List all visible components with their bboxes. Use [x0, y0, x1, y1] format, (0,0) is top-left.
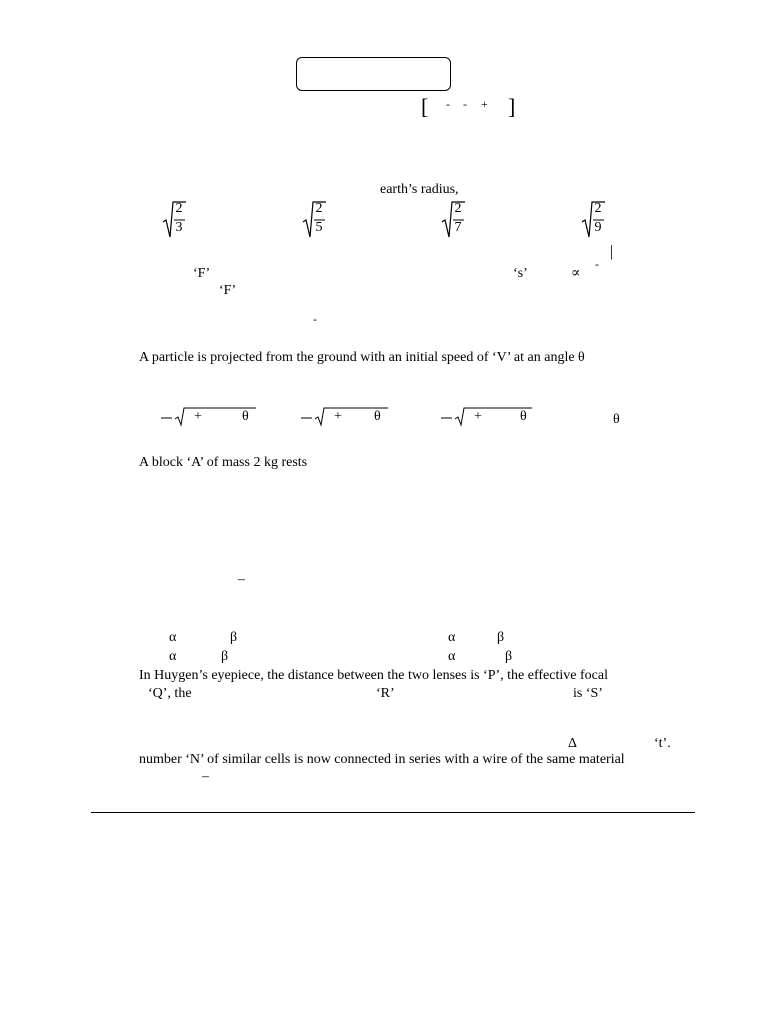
q3-text: A particle is projected from the ground with an initial speed of ‘V’ at an angle θ: [139, 350, 585, 365]
theta-symbol: θ: [613, 412, 620, 427]
open-bracket: [: [421, 94, 429, 119]
fraction-sqrt-icon: [300, 407, 400, 427]
plus-sign: +: [474, 409, 482, 424]
q7-line: number ‘N’ of similar cells is now connected in series with a wire of the same material: [139, 752, 625, 767]
theta-symbol: θ: [520, 409, 527, 424]
s-label: ‘s’: [513, 266, 528, 281]
delta-symbol: Δ: [568, 736, 578, 751]
q6-line-1: In Huygen’s eyepiece, the distance between the two lenses is ‘P’, the effective focal: [139, 668, 608, 683]
f-label: ‘F’: [193, 266, 211, 281]
q3-option-c: [440, 407, 540, 427]
q3-option-b: [300, 407, 400, 427]
minus-superscript: -: [595, 257, 599, 271]
theta-symbol: θ: [242, 409, 249, 424]
beta-symbol: β: [497, 630, 505, 645]
page-rule: [91, 812, 695, 813]
title-box: [296, 57, 451, 91]
theta-symbol: θ: [374, 409, 381, 424]
f-label: ‘F’: [219, 283, 237, 298]
q-label: ‘Q’, the: [148, 686, 192, 701]
q1-option-c: [441, 200, 465, 240]
q1-option-d: [581, 200, 605, 240]
q1-option-a: [162, 200, 186, 240]
numerator: 2: [594, 201, 602, 216]
alpha-symbol: α: [169, 630, 177, 645]
alpha-symbol: α: [448, 630, 456, 645]
numerator: 2: [175, 201, 183, 216]
alpha-symbol: α: [169, 649, 177, 664]
dash: –: [238, 572, 245, 587]
vertical-bar: |: [610, 243, 614, 260]
dash: –: [202, 769, 209, 784]
numerator: 2: [454, 201, 462, 216]
numerator: 2: [315, 201, 323, 216]
minus-sign: -: [313, 312, 317, 326]
header-mark: +: [481, 97, 488, 111]
t-label: ‘t’.: [654, 736, 671, 751]
q3-option-a: [160, 407, 260, 427]
q1-text: earth’s radius,: [380, 182, 459, 197]
denominator: 5: [315, 220, 323, 235]
denominator: 7: [454, 220, 462, 235]
r-label: ‘R’: [376, 686, 395, 701]
q1-option-b: [302, 200, 326, 240]
header-mark: -: [463, 97, 467, 111]
alpha-symbol: α: [448, 649, 456, 664]
plus-sign: +: [194, 409, 202, 424]
beta-symbol: β: [505, 649, 513, 664]
beta-symbol: β: [230, 630, 238, 645]
close-bracket: ]: [508, 94, 516, 119]
s-label: is ‘S’: [573, 686, 603, 701]
proportional-symbol: ∝: [571, 266, 581, 281]
q4-text: A block ‘A’ of mass 2 kg rests: [139, 455, 308, 470]
denominator: 3: [175, 220, 183, 235]
header-mark: -: [446, 97, 450, 111]
plus-sign: +: [334, 409, 342, 424]
denominator: 9: [594, 220, 602, 235]
beta-symbol: β: [221, 649, 229, 664]
